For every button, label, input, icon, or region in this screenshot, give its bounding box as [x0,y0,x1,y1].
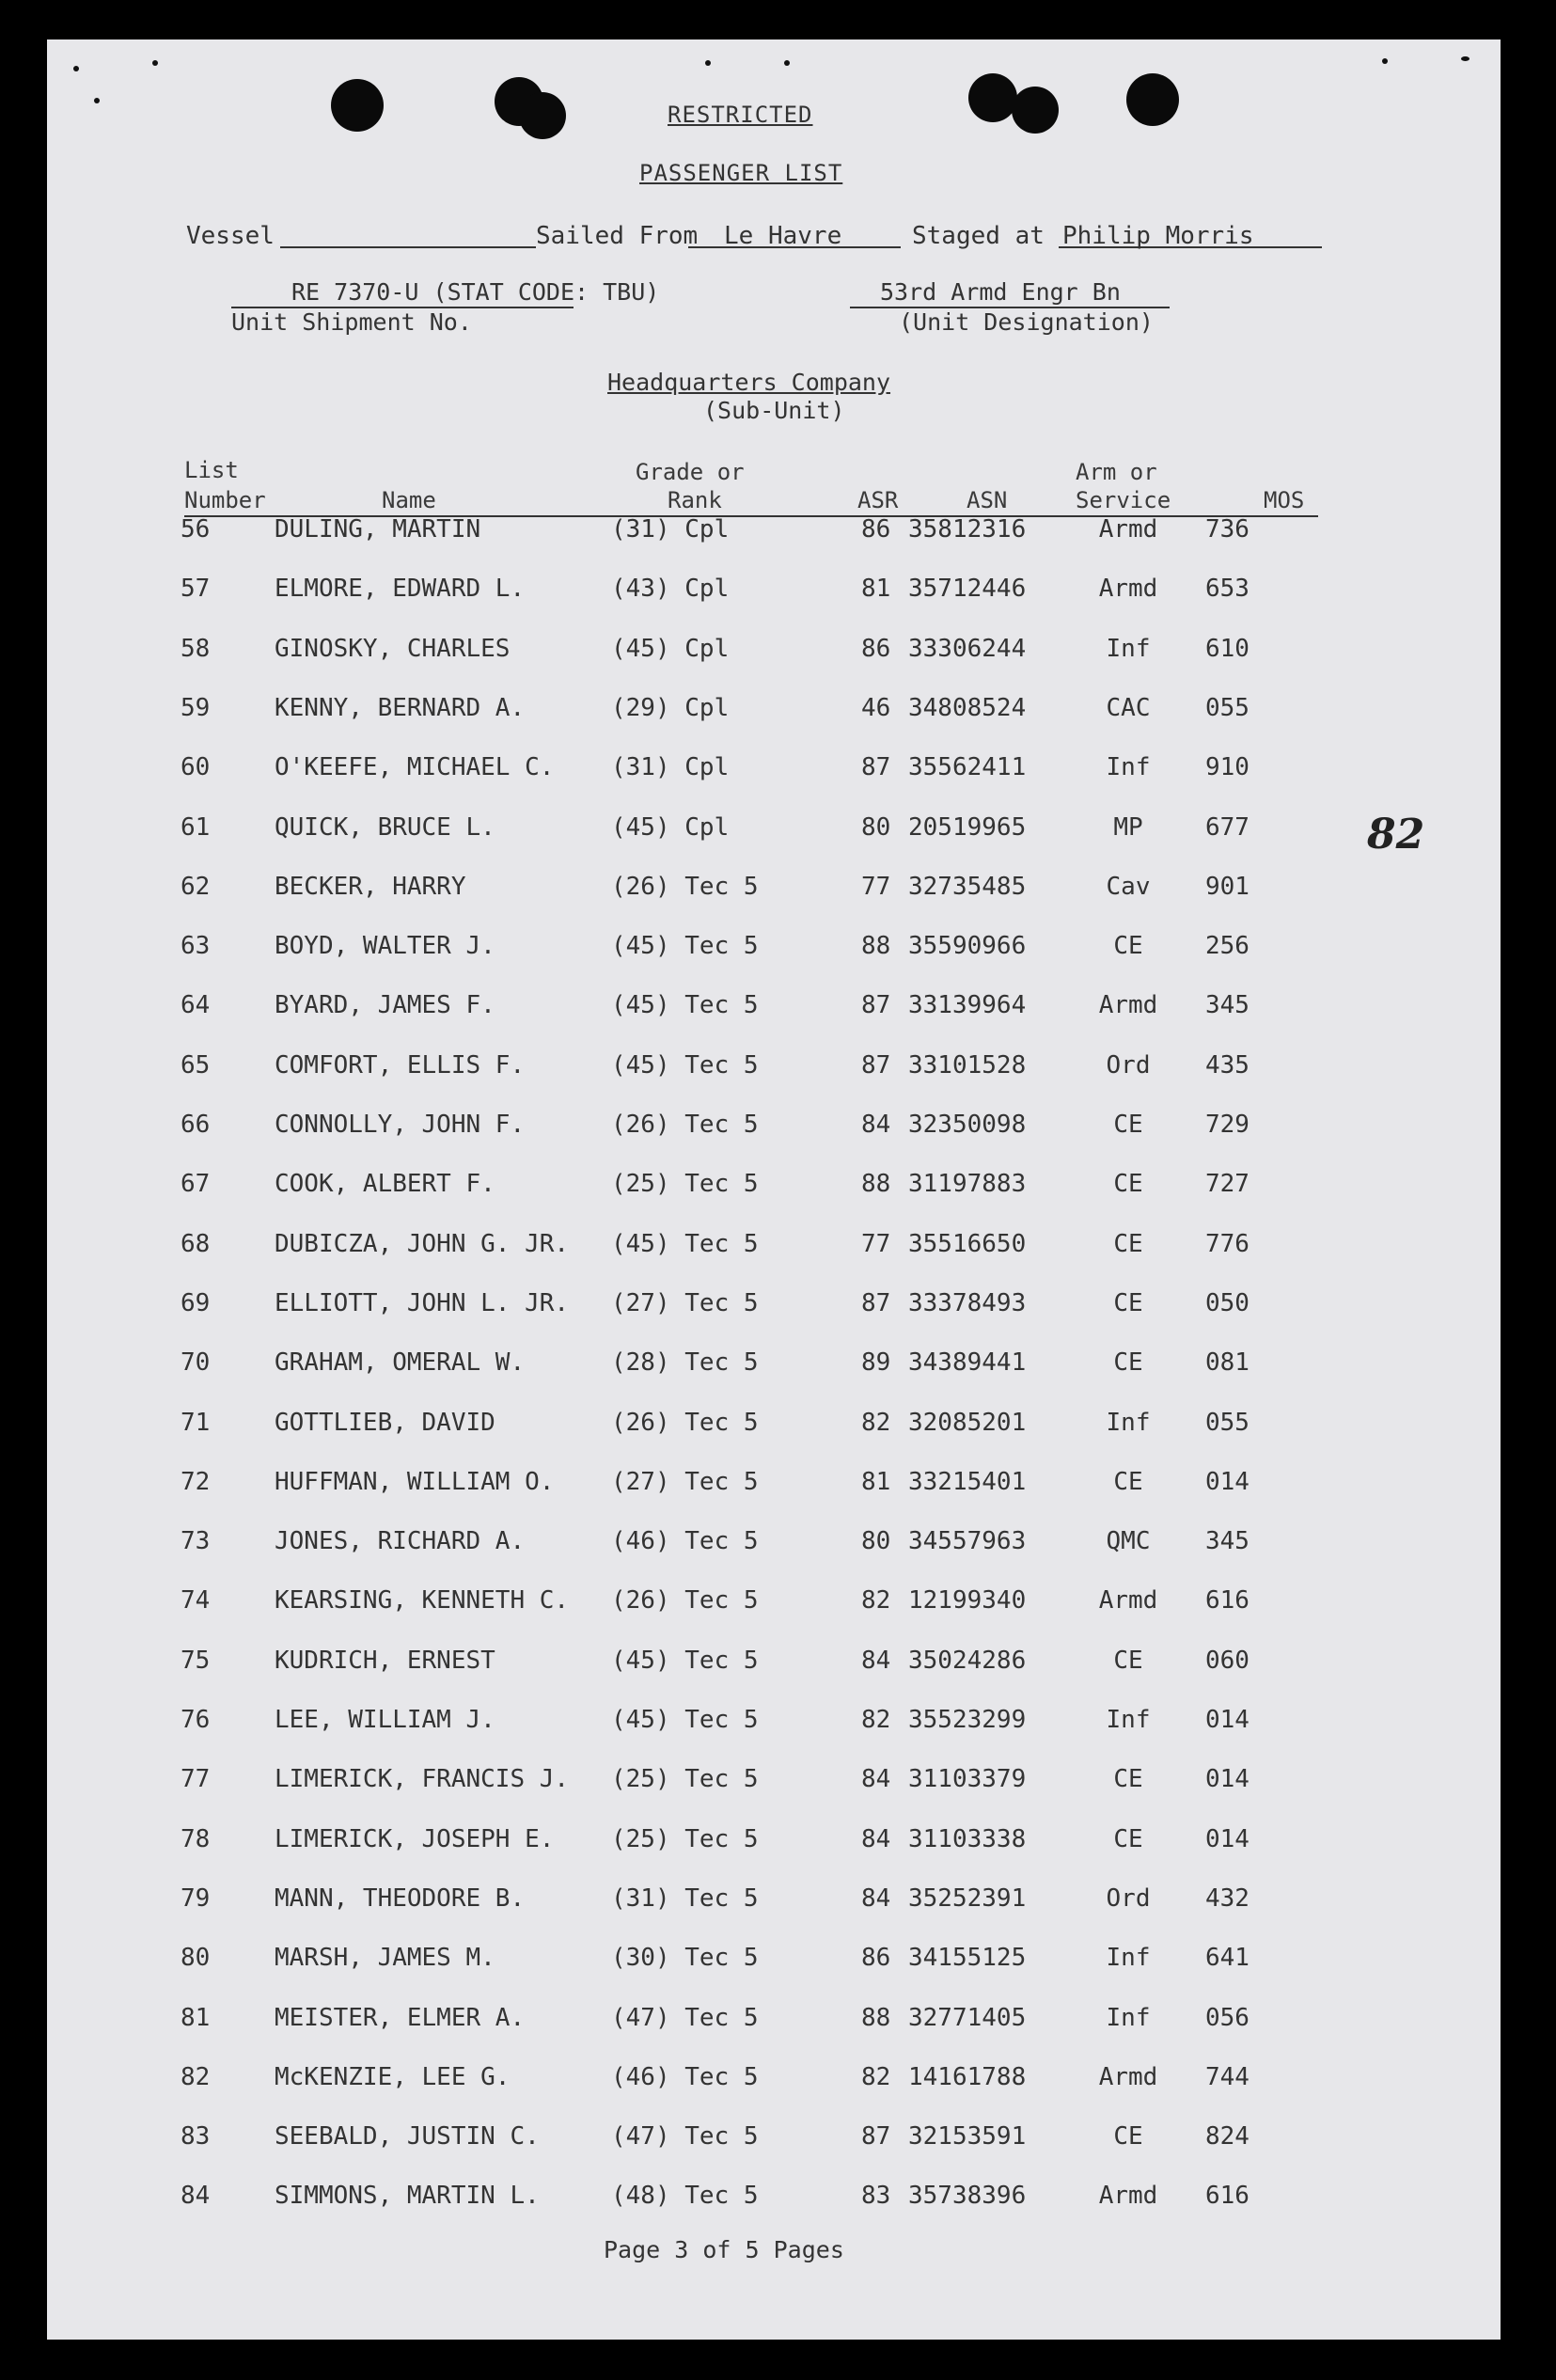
speck [1461,56,1470,61]
arm-service: CE [1113,1825,1143,1853]
passenger-name: LEE, WILLIAM J. [275,1706,495,1734]
col-asn: ASN [967,487,1008,513]
serial-number: 33306244 [908,635,1027,663]
table-row [47,932,1501,969]
table-row [47,1586,1501,1624]
asr-score: 88 [861,1170,891,1198]
passenger-name: QUICK, BRUCE L. [275,813,495,842]
table-row [47,1884,1501,1922]
grade-rank: (27) Tec 5 [611,1289,759,1317]
arm-service: CE [1113,1289,1143,1317]
asr-score: 87 [861,2122,891,2151]
passenger-name: HUFFMAN, WILLIAM O. [275,1468,555,1496]
sailed-from-value: Le Havre [724,222,842,250]
passenger-name: BYARD, JAMES F. [275,991,495,1019]
grade-rank: (25) Tec 5 [611,1765,759,1793]
mos-code: 653 [1205,575,1250,603]
passenger-name: JONES, RICHARD A. [275,1527,526,1555]
list-number: 64 [181,991,211,1019]
asr-score: 84 [861,1765,891,1793]
sub-unit-label: (Sub-Unit) [703,397,845,424]
grade-rank: (43) Cpl [611,575,730,603]
list-number: 83 [181,2122,211,2151]
serial-number: 12199340 [908,1586,1027,1615]
mos-code: 056 [1205,2004,1250,2032]
page-footer: Page 3 of 5 Pages [604,2236,844,2263]
asr-score: 86 [861,1944,891,1972]
mos-code: 345 [1205,991,1250,1019]
serial-number: 32085201 [908,1409,1027,1437]
passenger-name: LIMERICK, JOSEPH E. [275,1825,555,1853]
asr-score: 46 [861,694,891,722]
mos-code: 081 [1205,1348,1250,1377]
grade-rank: (31) Cpl [611,515,730,544]
mos-code: 824 [1205,2122,1250,2151]
serial-number: 20519965 [908,813,1027,842]
grade-rank: (45) Tec 5 [611,1706,759,1734]
table-row [47,1170,1501,1207]
serial-number: 33101528 [908,1051,1027,1080]
serial-number: 33139964 [908,991,1027,1019]
col-list-number-2: Number [184,487,266,513]
vessel-label: Vessel [186,222,275,250]
mos-code: 610 [1205,635,1250,663]
grade-rank: (26) Tec 5 [611,873,759,901]
list-number: 84 [181,2182,211,2210]
grade-rank: (30) Tec 5 [611,1944,759,1972]
arm-service: CE [1113,932,1143,960]
mos-code: 055 [1205,694,1250,722]
list-number: 65 [181,1051,211,1080]
serial-number: 35590966 [908,932,1027,960]
serial-number: 14161788 [908,2063,1027,2091]
unit-shipment-number: RE 7370-U (STAT CODE: TBU) [291,278,660,306]
arm-service: CE [1113,1170,1143,1198]
arm-service: Armd [1098,2182,1158,2210]
serial-number: 34389441 [908,1348,1027,1377]
arm-service: CE [1113,2122,1143,2151]
list-number: 78 [181,1825,211,1853]
list-number: 82 [181,2063,211,2091]
table-row [47,635,1501,672]
list-number: 79 [181,1884,211,1913]
asr-score: 88 [861,932,891,960]
passenger-name: GOTTLIEB, DAVID [275,1409,495,1437]
grade-rank: (45) Tec 5 [611,1647,759,1675]
asr-score: 86 [861,515,891,544]
grade-rank: (46) Tec 5 [611,2063,759,2091]
grade-rank: (31) Tec 5 [611,1884,759,1913]
mos-code: 736 [1205,515,1250,544]
arm-service: CE [1113,1111,1143,1139]
arm-service: Armd [1098,515,1158,544]
mos-code: 776 [1205,1230,1250,1258]
arm-service: Inf [1106,1706,1151,1734]
unit-shipment-label: Unit Shipment No. [231,308,472,336]
passenger-name: SEEBALD, JUSTIN C. [275,2122,540,2151]
table-row [47,1468,1501,1505]
speck [152,60,158,66]
mos-code: 014 [1205,1765,1250,1793]
mos-code: 727 [1205,1170,1250,1198]
table-row [47,515,1501,553]
classification-label: RESTRICTED [668,102,813,128]
mos-code: 744 [1205,2063,1250,2091]
list-number: 58 [181,635,211,663]
staged-at-label: Staged at [912,222,1045,250]
list-number: 75 [181,1647,211,1675]
col-mos: MOS [1264,487,1305,513]
serial-number: 35738396 [908,2182,1027,2210]
mos-code: 055 [1205,1409,1250,1437]
arm-service: Armd [1098,2063,1158,2091]
arm-service: CE [1113,1647,1143,1675]
grade-rank: (45) Cpl [611,813,730,842]
table-row [47,2122,1501,2160]
table-row [47,753,1501,791]
serial-number: 35562411 [908,753,1027,781]
grade-rank: (26) Tec 5 [611,1586,759,1615]
arm-service: Inf [1106,753,1151,781]
arm-service: CE [1113,1765,1143,1793]
serial-number: 34557963 [908,1527,1027,1555]
unit-designation-label: (Unit Designation) [899,308,1154,336]
serial-number: 35516650 [908,1230,1027,1258]
arm-service: Cav [1106,873,1151,901]
unit-designation-value: 53rd Armd Engr Bn [880,278,1121,306]
asr-score: 87 [861,753,891,781]
arm-service: MP [1113,813,1143,842]
asr-score: 84 [861,1825,891,1853]
grade-rank: (29) Cpl [611,694,730,722]
table-row [47,1051,1501,1089]
col-service-1: Arm or [1076,459,1157,485]
list-number: 77 [181,1765,211,1793]
grade-rank: (26) Tec 5 [611,1111,759,1139]
table-row [47,1706,1501,1743]
list-number: 71 [181,1409,211,1437]
asr-score: 88 [861,2004,891,2032]
passenger-name: COMFORT, ELLIS F. [275,1051,526,1080]
arm-service: QMC [1106,1527,1151,1555]
arm-service: Inf [1106,2004,1151,2032]
list-number: 73 [181,1527,211,1555]
grade-rank: (48) Tec 5 [611,2182,759,2210]
serial-number: 32153591 [908,2122,1027,2151]
document-page [47,39,1501,2340]
passenger-name: DUBICZA, JOHN G. JR. [275,1230,570,1258]
list-number: 80 [181,1944,211,1972]
serial-number: 34808524 [908,694,1027,722]
col-grade-1: Grade or [636,459,745,485]
serial-number: 35523299 [908,1706,1027,1734]
serial-number: 35812316 [908,515,1027,544]
table-row [47,991,1501,1029]
col-service-2: Service [1076,487,1171,513]
punch-hole-1 [331,79,384,132]
grade-rank: (45) Tec 5 [611,1051,759,1080]
speck [1382,58,1388,64]
serial-number: 35712446 [908,575,1027,603]
passenger-name: CONNOLLY, JOHN F. [275,1111,526,1139]
arm-service: Inf [1106,1409,1151,1437]
list-number: 60 [181,753,211,781]
mos-code: 616 [1205,2182,1250,2210]
grade-rank: (45) Tec 5 [611,1230,759,1258]
speck [705,60,711,66]
grade-rank: (27) Tec 5 [611,1468,759,1496]
asr-score: 82 [861,1586,891,1615]
punch-hole-5 [1012,87,1059,134]
speck [94,98,100,103]
table-row [47,694,1501,732]
passenger-name: ELMORE, EDWARD L. [275,575,526,603]
speck [73,66,79,71]
mos-code: 014 [1205,1706,1250,1734]
serial-number: 34155125 [908,1944,1027,1972]
arm-service: CE [1113,1468,1143,1496]
list-number: 57 [181,575,211,603]
passenger-name: KENNY, BERNARD A. [275,694,526,722]
grade-rank: (31) Cpl [611,753,730,781]
mos-code: 729 [1205,1111,1250,1139]
vessel-fill-line [280,244,536,248]
asr-score: 80 [861,813,891,842]
mos-code: 435 [1205,1051,1250,1080]
list-number: 67 [181,1170,211,1198]
mos-code: 910 [1205,753,1250,781]
table-row [47,1230,1501,1268]
asr-score: 77 [861,1230,891,1258]
serial-number: 31103379 [908,1765,1027,1793]
passenger-name: KUDRICH, ERNEST [275,1647,495,1675]
col-asr: ASR [857,487,899,513]
table-row [47,1289,1501,1327]
asr-score: 80 [861,1527,891,1555]
grade-rank: (45) Tec 5 [611,991,759,1019]
passenger-name: GRAHAM, OMERAL W. [275,1348,526,1377]
arm-service: Armd [1098,575,1158,603]
grade-rank: (47) Tec 5 [611,2004,759,2032]
arm-service: CAC [1106,694,1151,722]
table-row [47,1647,1501,1684]
punch-hole-6 [1126,73,1179,126]
table-row [47,1111,1501,1148]
asr-score: 82 [861,1409,891,1437]
asr-score: 87 [861,991,891,1019]
mos-code: 014 [1205,1468,1250,1496]
asr-score: 84 [861,1111,891,1139]
asr-score: 86 [861,635,891,663]
serial-number: 32735485 [908,873,1027,901]
table-row [47,1348,1501,1386]
table-row [47,873,1501,910]
serial-number: 32350098 [908,1111,1027,1139]
mos-code: 901 [1205,873,1250,901]
list-number: 74 [181,1586,211,1615]
passenger-name: DULING, MARTIN [275,515,481,544]
table-row [47,1527,1501,1565]
arm-service: Ord [1106,1051,1151,1080]
asr-score: 82 [861,1706,891,1734]
asr-score: 82 [861,2063,891,2091]
serial-number: 35252391 [908,1884,1027,1913]
arm-service: CE [1113,1230,1143,1258]
col-grade-2: Rank [668,487,722,513]
mos-code: 050 [1205,1289,1250,1317]
serial-number: 35024286 [908,1647,1027,1675]
table-row [47,1944,1501,1981]
asr-score: 87 [861,1289,891,1317]
passenger-name: MARSH, JAMES M. [275,1944,495,1972]
table-row [47,813,1501,851]
table-row [47,2063,1501,2101]
passenger-name: COOK, ALBERT F. [275,1170,495,1198]
asr-score: 81 [861,575,891,603]
col-name: Name [382,487,436,513]
serial-number: 33215401 [908,1468,1027,1496]
list-number: 59 [181,694,211,722]
arm-service: Inf [1106,635,1151,663]
grade-rank: (45) Tec 5 [611,932,759,960]
staged-at-value: Philip Morris [1062,222,1254,250]
passenger-name: KEARSING, KENNETH C. [275,1586,570,1615]
table-row [47,575,1501,612]
table-row [47,2004,1501,2041]
list-number: 61 [181,813,211,842]
col-list-number-1: List [184,457,239,483]
grade-rank: (26) Tec 5 [611,1409,759,1437]
speck [784,60,790,66]
asr-score: 89 [861,1348,891,1377]
list-number: 63 [181,932,211,960]
mos-code: 641 [1205,1944,1250,1972]
mos-code: 345 [1205,1527,1250,1555]
page-side-number: 82 [1367,811,1425,859]
asr-score: 87 [861,1051,891,1080]
grade-rank: (45) Cpl [611,635,730,663]
grade-rank: (25) Tec 5 [611,1825,759,1853]
asr-score: 77 [861,873,891,901]
passenger-name: MEISTER, ELMER A. [275,2004,526,2032]
list-number: 68 [181,1230,211,1258]
punch-hole-3 [519,92,566,139]
list-number: 81 [181,2004,211,2032]
asr-score: 84 [861,1884,891,1913]
list-number: 56 [181,515,211,544]
list-number: 66 [181,1111,211,1139]
arm-service: Ord [1106,1884,1151,1913]
list-number: 72 [181,1468,211,1496]
table-row [47,1409,1501,1446]
mos-code: 014 [1205,1825,1250,1853]
arm-service: Inf [1106,1944,1151,1972]
mos-code: 677 [1205,813,1250,842]
table-row [47,2182,1501,2219]
list-number: 62 [181,873,211,901]
mos-code: 616 [1205,1586,1250,1615]
sub-unit-value: Headquarters Company [607,369,891,396]
passenger-name: ELLIOTT, JOHN L. JR. [275,1289,570,1317]
table-row [47,1825,1501,1863]
passenger-name: BOYD, WALTER J. [275,932,495,960]
sailed-from-label: Sailed From [536,222,699,250]
arm-service: CE [1113,1348,1143,1377]
grade-rank: (28) Tec 5 [611,1348,759,1377]
serial-number: 31197883 [908,1170,1027,1198]
list-number: 76 [181,1706,211,1734]
punch-hole-4 [968,73,1017,122]
grade-rank: (47) Tec 5 [611,2122,759,2151]
serial-number: 33378493 [908,1289,1027,1317]
table-row [47,1765,1501,1803]
mos-code: 060 [1205,1647,1250,1675]
grade-rank: (25) Tec 5 [611,1170,759,1198]
grade-rank: (46) Tec 5 [611,1527,759,1555]
serial-number: 32771405 [908,2004,1027,2032]
document-title: PASSENGER LIST [639,160,843,186]
serial-number: 31103338 [908,1825,1027,1853]
passenger-name: SIMMONS, MARTIN L. [275,2182,540,2210]
passenger-name: LIMERICK, FRANCIS J. [275,1765,570,1793]
asr-score: 83 [861,2182,891,2210]
arm-service: Armd [1098,991,1158,1019]
asr-score: 81 [861,1468,891,1496]
passenger-name: O'KEEFE, MICHAEL C. [275,753,555,781]
passenger-name: GINOSKY, CHARLES [275,635,511,663]
passenger-name: BECKER, HARRY [275,873,466,901]
passenger-name: MANN, THEODORE B. [275,1884,526,1913]
passenger-name: McKENZIE, LEE G. [275,2063,511,2091]
arm-service: Armd [1098,1586,1158,1615]
asr-score: 84 [861,1647,891,1675]
mos-code: 256 [1205,932,1250,960]
list-number: 69 [181,1289,211,1317]
mos-code: 432 [1205,1884,1250,1913]
list-number: 70 [181,1348,211,1377]
